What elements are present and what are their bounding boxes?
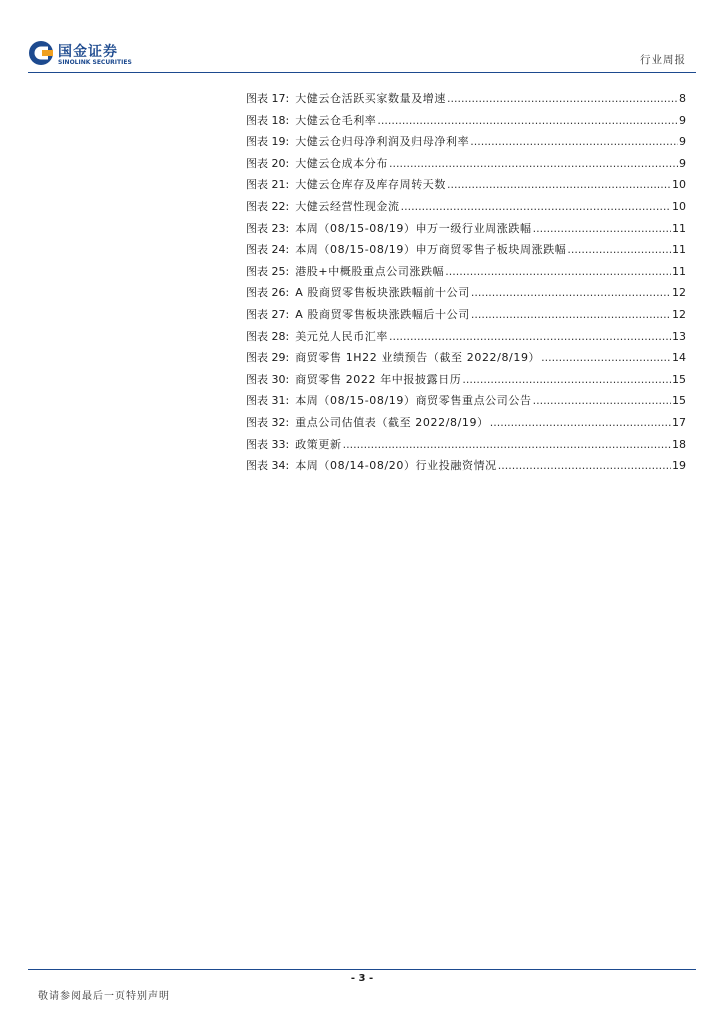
document-type: 行业周报: [640, 54, 686, 66]
toc-dot-leader: [389, 153, 678, 175]
toc-page-number: 12: [672, 307, 686, 321]
toc-figure-number: 图表 27:: [246, 307, 290, 321]
company-logo: [28, 40, 136, 70]
toc-figure-number: 图表 21:: [246, 178, 290, 192]
toc-figure-title: A 股商贸零售板块涨跌幅前十公司: [295, 286, 470, 300]
toc-dot-leader: [401, 196, 671, 218]
figure-index: [246, 88, 686, 477]
toc-dot-leader: [470, 131, 678, 153]
toc-figure-title: 本周（08/15-08/19）申万商贸零售子板块周涨跌幅: [295, 243, 567, 257]
toc-page-number: 19: [672, 459, 686, 473]
toc-figure-title: 美元兑人民币汇率: [295, 329, 389, 343]
toc-entry[interactable]: [246, 261, 686, 283]
toc-figure-title: 大健云仓毛利率: [295, 113, 377, 127]
toc-dot-leader: [389, 326, 671, 348]
toc-figure-number: 图表 25:: [246, 264, 290, 278]
footer-divider: [28, 969, 696, 970]
toc-dot-leader: [377, 110, 678, 132]
toc-figure-title: 大健云仓归母净利润及归母净利率: [295, 135, 470, 149]
logo-english-name: SINOLINK SECURITIES: [58, 59, 132, 66]
toc-dot-leader: [343, 434, 671, 456]
toc-page-number: 18: [672, 437, 686, 451]
toc-figure-number: 图表 32:: [246, 415, 290, 429]
toc-entry[interactable]: [246, 326, 686, 348]
toc-page-number: 11: [672, 264, 686, 278]
toc-figure-number: 图表 33:: [246, 437, 290, 451]
toc-page-number: 9: [679, 113, 686, 127]
toc-page-number: 12: [672, 286, 686, 300]
toc-figure-title: 大健云仓库存及库存周转天数: [295, 178, 447, 192]
toc-page-number: 9: [679, 135, 686, 149]
toc-page-number: 11: [672, 243, 686, 257]
toc-figure-title: 政策更新: [295, 437, 342, 451]
toc-figure-title: 本周（08/15-08/19）申万一级行业周涨跌幅: [295, 221, 532, 235]
toc-entry[interactable]: [246, 218, 686, 240]
toc-figure-number: 图表 19:: [246, 135, 290, 149]
toc-entry[interactable]: [246, 88, 686, 110]
toc-figure-title: 大健云仓活跃买家数量及增速: [295, 92, 447, 105]
toc-figure-title: 大健云仓成本分布: [295, 156, 389, 170]
toc-figure-number: 图表 24:: [246, 243, 290, 257]
toc-figure-number: 图表 29:: [246, 351, 290, 365]
toc-dot-leader: [490, 412, 671, 434]
page-number: - 3 -: [350, 973, 374, 984]
toc-figure-number: 图表 22:: [246, 199, 290, 213]
toc-entry[interactable]: [246, 412, 686, 434]
toc-entry[interactable]: [246, 369, 686, 391]
toc-figure-number: 图表 23:: [246, 221, 290, 235]
toc-figure-number: 图表 17:: [246, 92, 290, 105]
toc-dot-leader: [462, 369, 671, 391]
toc-page-number: 10: [672, 199, 686, 213]
toc-dot-leader: [445, 261, 671, 283]
toc-dot-leader: [541, 347, 671, 369]
toc-entry[interactable]: [246, 304, 686, 326]
toc-figure-number: 图表 30:: [246, 372, 290, 386]
toc-figure-title: 本周（08/15-08/19）商贸零售重点公司公告: [295, 394, 532, 408]
toc-page-number: 10: [672, 178, 686, 192]
toc-entry[interactable]: [246, 390, 686, 412]
toc-figure-number: 图表 34:: [246, 459, 290, 473]
toc-figure-title: 港股+中概股重点公司涨跌幅: [295, 264, 445, 278]
toc-page-number: 13: [672, 329, 686, 343]
page-header: [0, 0, 724, 76]
disclaimer-note: 敬请参阅最后一页特别声明: [38, 991, 170, 1002]
toc-figure-title: 商贸零售 1H22 业绩预告（截至 2022/8/19）: [295, 351, 541, 365]
toc-page-number: 17: [672, 415, 686, 429]
toc-figure-title: A 股商贸零售板块涨跌幅后十公司: [295, 307, 470, 321]
toc-entry[interactable]: [246, 239, 686, 261]
toc-entry[interactable]: [246, 455, 686, 477]
toc-figure-number: 图表 18:: [246, 113, 290, 127]
toc-figure-number: 图表 31:: [246, 394, 290, 408]
toc-entry[interactable]: [246, 347, 686, 369]
toc-entry[interactable]: [246, 174, 686, 196]
toc-page-number: 14: [672, 351, 686, 365]
toc-page-number: 15: [672, 394, 686, 408]
toc-dot-leader: [533, 390, 671, 412]
toc-page-number: 8: [679, 92, 686, 105]
header-divider: [28, 72, 696, 73]
toc-page-number: 15: [672, 372, 686, 386]
toc-figure-title: 重点公司估值表（截至 2022/8/19）: [295, 415, 489, 429]
toc-figure-number: 图表 28:: [246, 329, 290, 343]
toc-entry[interactable]: [246, 153, 686, 175]
toc-dot-leader: [471, 304, 671, 326]
toc-dot-leader: [471, 282, 671, 304]
toc-dot-leader: [567, 239, 671, 261]
toc-entry[interactable]: [246, 131, 686, 153]
toc-figure-title: 大健云经营性现金流: [295, 199, 400, 213]
toc-page-number: 11: [672, 221, 686, 235]
toc-entry[interactable]: [246, 282, 686, 304]
toc-dot-leader: [447, 174, 671, 196]
toc-dot-leader: [447, 88, 678, 110]
toc-figure-number: 图表 20:: [246, 156, 290, 170]
toc-figure-title: 本周（08/14-08/20）行业投融资情况: [295, 459, 497, 473]
toc-entry[interactable]: [246, 434, 686, 456]
toc-entry[interactable]: [246, 196, 686, 218]
toc-page-number: 9: [679, 156, 686, 170]
toc-figure-title: 商贸零售 2022 年中报披露日历: [295, 372, 462, 386]
toc-dot-leader: [498, 455, 671, 477]
toc-entry[interactable]: [246, 110, 686, 132]
toc-dot-leader: [533, 218, 671, 240]
logo-chinese-name: 国金证券: [58, 44, 118, 60]
toc-figure-number: 图表 26:: [246, 286, 290, 300]
sinolink-logo-icon: [28, 40, 54, 66]
